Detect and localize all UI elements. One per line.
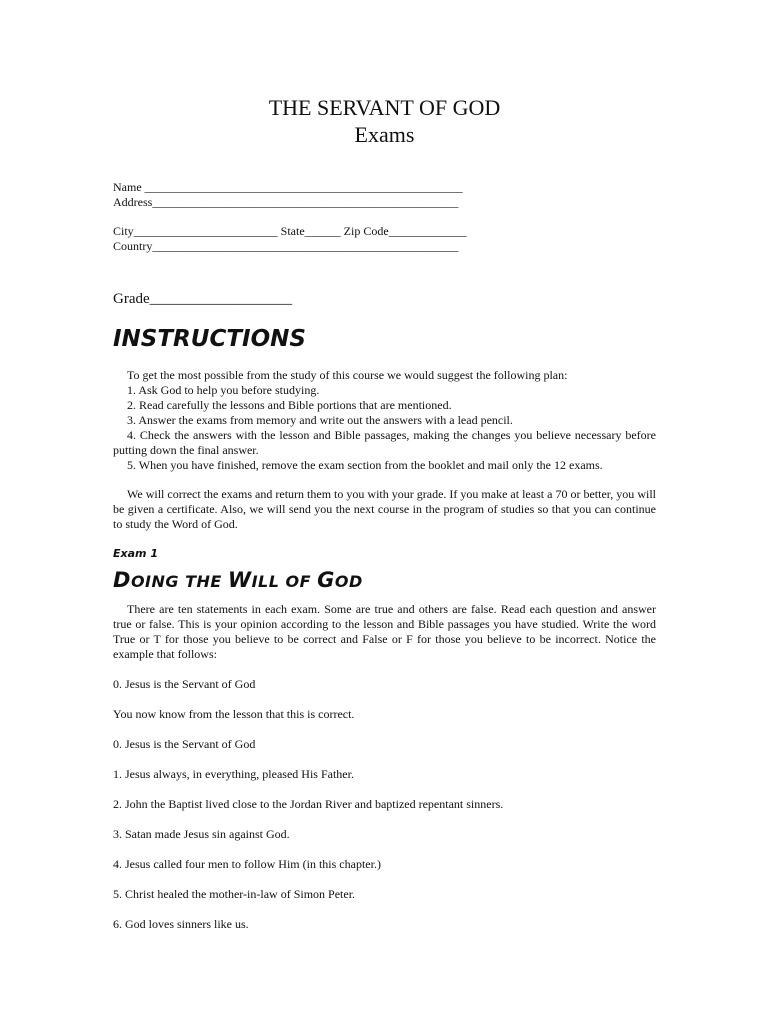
example-statement: 0. Jesus is the Servant of God — [113, 677, 256, 691]
document-page — [113, 94, 656, 932]
exam-title-part: G — [317, 568, 335, 592]
name-field[interactable]: Name _____________________________________________________ — [113, 180, 463, 194]
exam-title-part: W — [227, 568, 252, 592]
exam-title-part: OF — [285, 572, 318, 591]
exam-statement: 2. John the Baptist lived close to the Jordan River and baptized repentant sinners. — [113, 797, 504, 811]
instruction-step: 1. Ask God to help you before studying. — [127, 383, 320, 397]
exam-statement: 6. God loves sinners like us. — [113, 917, 249, 931]
city-state-zip-field[interactable]: City________________________ State______ Zip Code_____________ — [113, 224, 467, 238]
exam-title-part: THE — [185, 572, 228, 591]
exam-statement: 1. Jesus always, in everything, pleased His Father. — [113, 767, 354, 781]
title-line-2: Exams — [354, 122, 415, 147]
exam-title — [113, 567, 656, 595]
instruction-step: 5. When you have finished, remove the exam section from the booklet and mail only the 12 exams. — [127, 458, 603, 472]
address-field[interactable]: Address___________________________________________________ — [113, 195, 459, 209]
instruction-step: 4. Check the answers with the lesson and Bible passages, making the changes you believe necessary before putting down the final answer. — [113, 428, 656, 457]
exam-statement: 5. Christ healed the mother-in-law of Simon Peter. — [113, 887, 356, 901]
exam-title-part: D — [113, 568, 131, 592]
exam-statement: 3. Satan made Jesus sin against God. — [113, 827, 290, 841]
instruction-step: 2. Read carefully the lessons and Bible portions that are mentioned. — [127, 398, 452, 412]
grade-field[interactable]: Grade___________________ — [113, 291, 293, 307]
instructions-intro: To get the most possible from the study of this course we would suggest the following plan: — [127, 368, 568, 382]
exam-label: Exam 1 — [113, 547, 158, 560]
instructions-section — [113, 368, 656, 532]
example-statement: 0. Jesus is the Servant of God — [113, 737, 256, 751]
exam-title-part: ILL — [251, 572, 286, 591]
exam-statement: 4. Jesus called four men to follow Him (in this chapter.) — [113, 857, 381, 871]
example-explanation: You now know from the lesson that this is correct. — [113, 707, 355, 721]
country-field[interactable]: Country___________________________________________________ — [113, 239, 459, 253]
document-title — [113, 94, 656, 148]
title-line-1: THE SERVANT OF GOD — [268, 95, 501, 120]
instructions-closing: We will correct the exams and return them to you with your grade. If you make at least a 70 or better, you will be given a certificate. Also, we will send you the next course in the program of studies so that you can continue to study the Word of God. — [113, 487, 656, 531]
exam-intro: There are ten statements in each exam. Some are true and others are false. Read each question and answer true or false. This is your opinion according to the lesson and Bible passages you have studied. Write the word True or T for those you believe to be correct and False or F for those you believe to be incorrect. Notice the example that follows: — [113, 602, 656, 661]
student-info-form — [113, 180, 656, 254]
exam-title-part: OD — [334, 572, 363, 591]
exam-title-part: OING — [130, 572, 186, 591]
instructions-heading: INSTRUCTIONS — [113, 326, 306, 352]
instruction-step: 3. Answer the exams from memory and write out the answers with a lead pencil. — [127, 413, 513, 427]
